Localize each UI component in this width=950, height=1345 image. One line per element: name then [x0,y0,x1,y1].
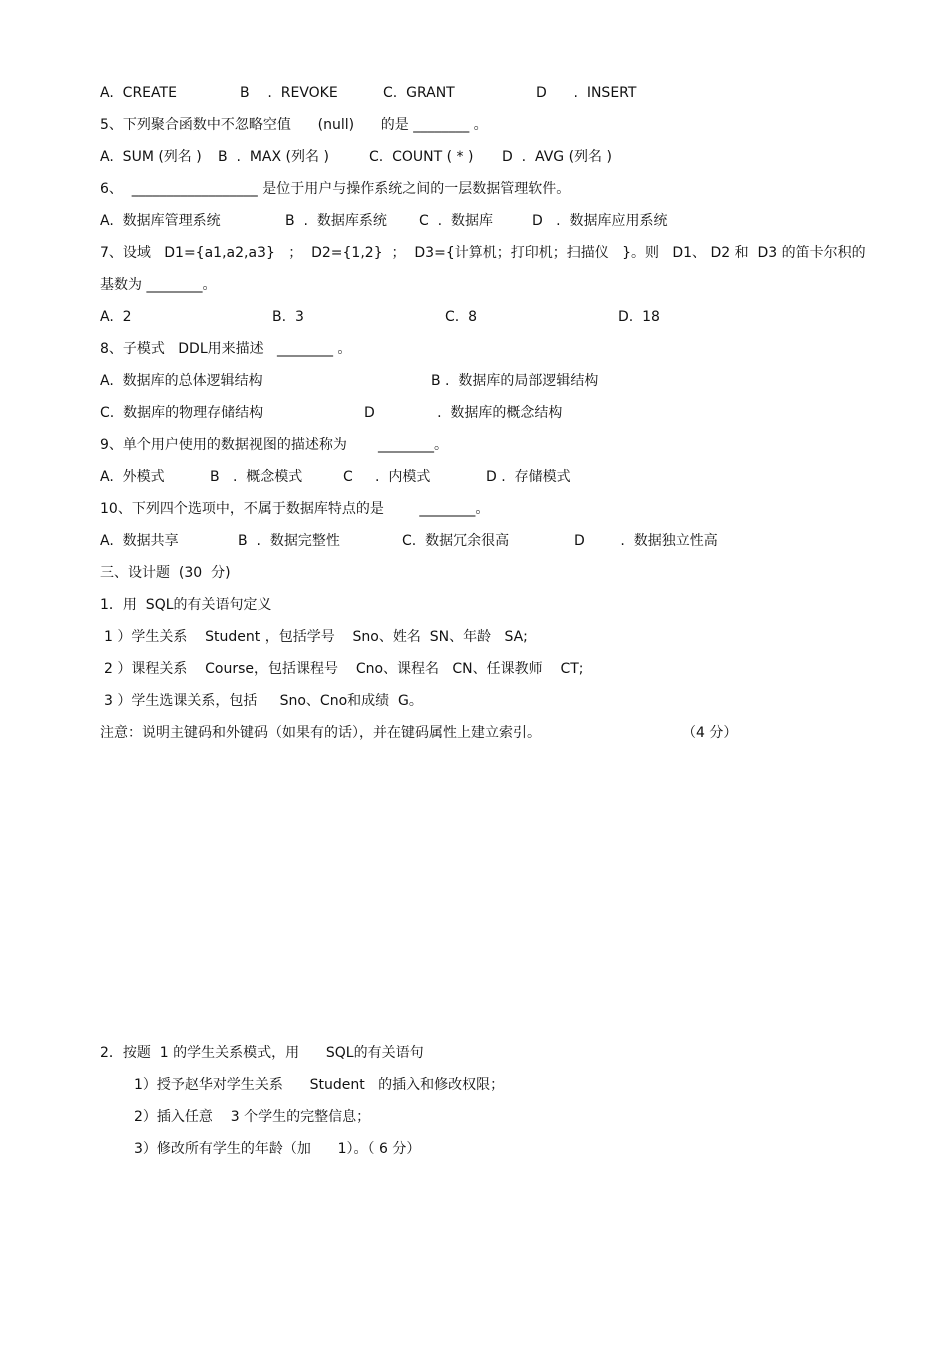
q10-option-a: A. 数据共享 [100,533,179,549]
design2-item-1: 1）授予赵华对学生关系 Student 的插入和修改权限； [134,1077,505,1093]
design1-item-2: 2 ）课程关系 Course，包括课程号 Cno、课程名 CN、任课教师 CT; [104,661,584,677]
q4-option-a: A. CREATE [100,85,177,101]
q4-option-b: B . REVOKE [240,85,338,101]
q7-option-c: C. 8 [445,309,478,325]
q9-option-c: C . 内模式 [343,469,431,485]
q7-question-line1: 7、设域 D1={a1,a2,a3} ； D2={1,2} ； D3={计算机；打印机；扫描仪 }。则 D1、 D2 和 D3 的笛卡尔积的 [100,245,866,261]
q9-option-d: D . 存储模式 [486,469,571,485]
q9-option-a: A. 外模式 [100,469,165,485]
q8-option-c: C. 数据库的物理存储结构 [100,405,264,421]
q5-option-d: D . AVG (列名 ) [502,149,612,165]
q10-option-b: B . 数据完整性 [238,533,340,549]
design1-note [100,724,738,778]
q5-question: 5、下列聚合函数中不忽略空值 (null) 的是 ________ 。 [100,117,488,133]
design2-title: 2．按题 1 的学生关系模式，用 SQL的有关语句 [100,1045,424,1061]
q7-option-a: A. 2 [100,309,132,325]
q7-question-line2: 基数为 ________。 [100,277,217,293]
q7-option-b: B. 3 [272,309,304,325]
q10-option-d: D . 数据独立性高 [574,533,718,549]
section3-heading: 三、设计题 (30 分) [100,565,231,581]
design1-item-3: 3 ）学生选课关系，包括 Sno、Cno和成绩 G。 [104,693,423,709]
q6-option-b: B . 数据库系统 [285,213,387,229]
q10-option-c: C. 数据冗余很高 [402,533,510,549]
q8-option-d: D . 数据库的概念结构 [364,405,563,421]
q9-option-b: B . 概念模式 [210,469,303,485]
q5-option-a: A. SUM (列名 ) [100,149,202,165]
design1-note-text: 注意：说明主键码和外键码（如果有的话），并在键码属性上建立索引。 [100,725,541,741]
q4-option-d: D . INSERT [536,85,637,101]
q7-option-d: D. 18 [618,309,660,325]
q6-option-d: D . 数据库应用系统 [532,213,668,229]
q6-question: 6、 __________________ 是位于用户与操作系统之间的一层数据管理软件。 [100,181,571,197]
design2-item-3: 3）修改所有学生的年龄（加 1）。（ 6 分） [134,1141,421,1157]
design2-item-2: 2）插入任意 3 个学生的完整信息； [134,1109,371,1125]
design1-title: 1．用 SQL的有关语句定义 [100,597,272,613]
design1-item-1: 1 ）学生关系 Student ，包括学号 Sno、姓名 SN、年龄 SA; [104,629,528,645]
q6-option-c: C . 数据库 [419,213,494,229]
q4-option-c: C. GRANT [383,85,455,101]
q8-option-a: A. 数据库的总体逻辑结构 [100,373,263,389]
q5-option-b: B . MAX (列名 ) [218,149,329,165]
q9-question: 9、单个用户使用的数据视图的描述称为 ________。 [100,437,449,453]
design1-points: （4 分） [682,725,738,741]
q5-option-c: C. COUNT ( * ) [369,149,474,165]
q10-question: 10、下列四个选项中，不属于数据库特点的是 ________。 [100,501,490,517]
q8-option-b: B . 数据库的局部逻辑结构 [431,373,599,389]
q8-question: 8、子模式 DDL用来描述 ________ 。 [100,341,352,357]
q6-option-a: A. 数据库管理系统 [100,213,221,229]
